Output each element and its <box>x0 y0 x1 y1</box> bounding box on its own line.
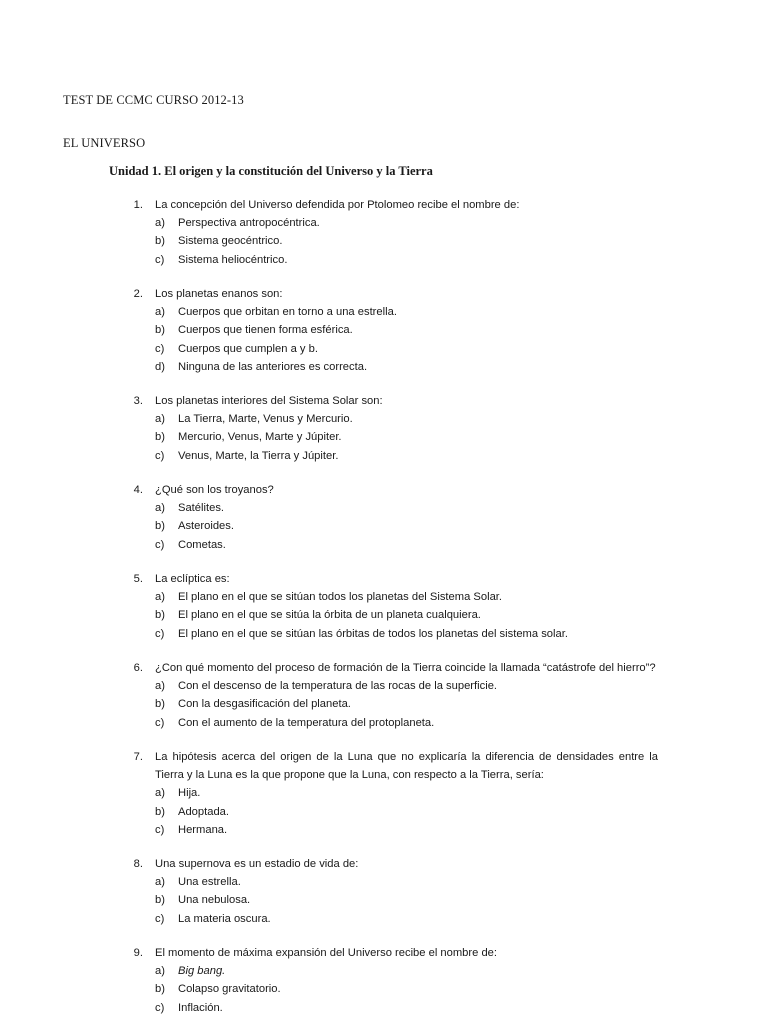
option-letter: b) <box>155 609 165 622</box>
option-letter: b) <box>155 520 165 533</box>
option-text: Hija. <box>178 787 201 800</box>
option-letter: c) <box>155 253 165 266</box>
option-text: Big bang. <box>178 965 226 978</box>
option-text: Perspectiva antropocéntrica. <box>178 217 320 230</box>
answer-option <box>0 536 768 554</box>
question-number: 2. <box>133 287 143 300</box>
answer-option <box>0 677 768 695</box>
option-letter: b) <box>155 324 165 337</box>
question-9 <box>0 944 768 1017</box>
answer-option <box>0 784 768 802</box>
option-letter: c) <box>155 716 165 729</box>
option-text: Con la desgasificación del planeta. <box>178 698 351 711</box>
option-text: Sistema geocéntrico. <box>178 235 283 248</box>
answer-option <box>0 803 768 821</box>
option-text: Mercurio, Venus, Marte y Júpiter. <box>178 431 342 444</box>
option-letter: b) <box>155 431 165 444</box>
question-text: Los planetas enanos son: <box>155 287 283 300</box>
option-letter: a) <box>155 876 165 889</box>
option-letter: b) <box>155 805 165 818</box>
answer-option <box>0 714 768 732</box>
option-letter: b) <box>155 894 165 907</box>
option-text: Venus, Marte, la Tierra y Júpiter. <box>178 449 339 462</box>
question-7 <box>0 748 768 839</box>
answer-option <box>0 695 768 713</box>
option-letter: b) <box>155 235 165 248</box>
question-number: 6. <box>133 661 143 674</box>
option-text: Cuerpos que tienen forma esférica. <box>178 324 353 337</box>
answer-option <box>0 321 768 339</box>
question-4 <box>0 481 768 554</box>
option-text: Hermana. <box>178 823 228 836</box>
option-letter: a) <box>155 502 165 515</box>
option-letter: a) <box>155 680 165 693</box>
question-text: Una supernova es un estadio de vida de: <box>155 858 359 871</box>
answer-option <box>0 588 768 606</box>
question-number: 1. <box>133 199 143 211</box>
option-text: Colapso gravitatorio. <box>178 983 281 996</box>
question-2 <box>0 285 768 376</box>
option-text: Cuerpos que cumplen a y b. <box>178 342 318 355</box>
answer-option <box>0 447 768 465</box>
answer-option <box>0 606 768 624</box>
answer-option <box>0 625 768 643</box>
answer-option <box>0 214 768 232</box>
answer-option <box>0 410 768 428</box>
option-letter: a) <box>155 965 165 978</box>
question-text: El momento de máxima expansión del Universo recibe el nombre de: <box>155 947 498 960</box>
question-8 <box>0 855 768 928</box>
option-text: Cuerpos que orbitan en torno a una estrella. <box>178 306 397 319</box>
unit-heading: Unidad 1. El origen y la constitución del Universo y la Tierra <box>109 164 433 178</box>
option-letter: a) <box>155 413 165 426</box>
question-number: 7. <box>133 750 143 763</box>
question-text: La eclíptica es: <box>155 573 230 585</box>
option-letter: c) <box>155 1001 165 1014</box>
answer-option <box>0 428 768 446</box>
option-text: Adoptada. <box>178 805 230 818</box>
answer-option <box>0 232 768 250</box>
answer-option <box>0 499 768 517</box>
question-number: 5. <box>133 573 143 585</box>
option-letter: b) <box>155 698 165 711</box>
option-letter: c) <box>155 342 165 355</box>
answer-option <box>0 517 768 535</box>
answer-option <box>0 891 768 909</box>
question-5 <box>0 570 768 643</box>
option-letter: c) <box>155 823 165 836</box>
option-letter: c) <box>155 449 165 462</box>
option-text: Con el descenso de la temperatura de las rocas de la superficie. <box>178 680 498 693</box>
option-text: Asteroides. <box>178 520 234 533</box>
option-text: La Tierra, Marte, Venus y Mercurio. <box>178 413 353 426</box>
question-text: Los planetas interiores del Sistema Solar son: <box>155 395 383 408</box>
answer-option <box>0 340 768 358</box>
option-text: El plano en el que se sitúa la órbita de un planeta cualquiera. <box>178 609 481 622</box>
answer-option <box>0 999 768 1017</box>
question-3 <box>0 392 768 465</box>
option-letter: c) <box>155 627 165 640</box>
question-text: ¿Con qué momento del proceso de formación de la Tierra coincide la llamada “catástrofe del hierro”? <box>155 661 656 674</box>
answer-option <box>0 873 768 891</box>
question-list <box>0 196 768 1033</box>
answer-option <box>0 358 768 376</box>
question-number: 3. <box>133 395 143 408</box>
option-text: Una nebulosa. <box>178 894 251 907</box>
option-letter: d) <box>155 360 165 373</box>
option-text: El plano en el que se sitúan las órbitas de todos los planetas del sistema solar. <box>178 627 568 640</box>
option-text: El plano en el que se sitúan todos los planetas del Sistema Solar. <box>178 591 503 604</box>
question-6 <box>0 659 768 732</box>
answer-option <box>0 821 768 839</box>
question-1 <box>0 196 768 269</box>
option-letter: c) <box>155 538 165 551</box>
question-number: 4. <box>133 484 143 497</box>
answer-option <box>0 980 768 998</box>
question-number: 8. <box>133 858 143 871</box>
option-letter: c) <box>155 912 165 925</box>
question-text: ¿Qué son los troyanos? <box>155 484 274 497</box>
answer-option <box>0 962 768 980</box>
option-letter: a) <box>155 591 165 604</box>
option-text: Sistema heliocéntrico. <box>178 253 288 266</box>
document-title: TEST DE CCMC CURSO 2012-13 <box>63 93 244 107</box>
option-text: Una estrella. <box>178 876 241 889</box>
question-text: La hipótesis acerca del origen de la Luna que no explicaría la diferencia de densidades entre la Tierra y la Luna es la que propone que la Luna, con respecto a la Tierra, sería: <box>155 750 658 782</box>
section-title: EL UNIVERSO <box>63 136 146 150</box>
option-letter: a) <box>155 787 165 800</box>
option-text: Ninguna de las anteriores es correcta. <box>178 360 368 373</box>
answer-option <box>0 251 768 269</box>
option-text: La materia oscura. <box>178 912 271 925</box>
option-text: Cometas. <box>178 538 226 551</box>
option-text: Con el aumento de la temperatura del protoplaneta. <box>178 716 435 729</box>
option-text: Inflación. <box>178 1001 223 1014</box>
answer-option <box>0 910 768 928</box>
option-letter: a) <box>155 306 165 319</box>
answer-option <box>0 303 768 321</box>
question-number: 9. <box>133 947 143 960</box>
option-letter: a) <box>155 217 165 230</box>
question-text: La concepción del Universo defendida por Ptolomeo recibe el nombre de: <box>155 199 520 211</box>
option-text: Satélites. <box>178 502 225 515</box>
option-letter: b) <box>155 983 165 996</box>
